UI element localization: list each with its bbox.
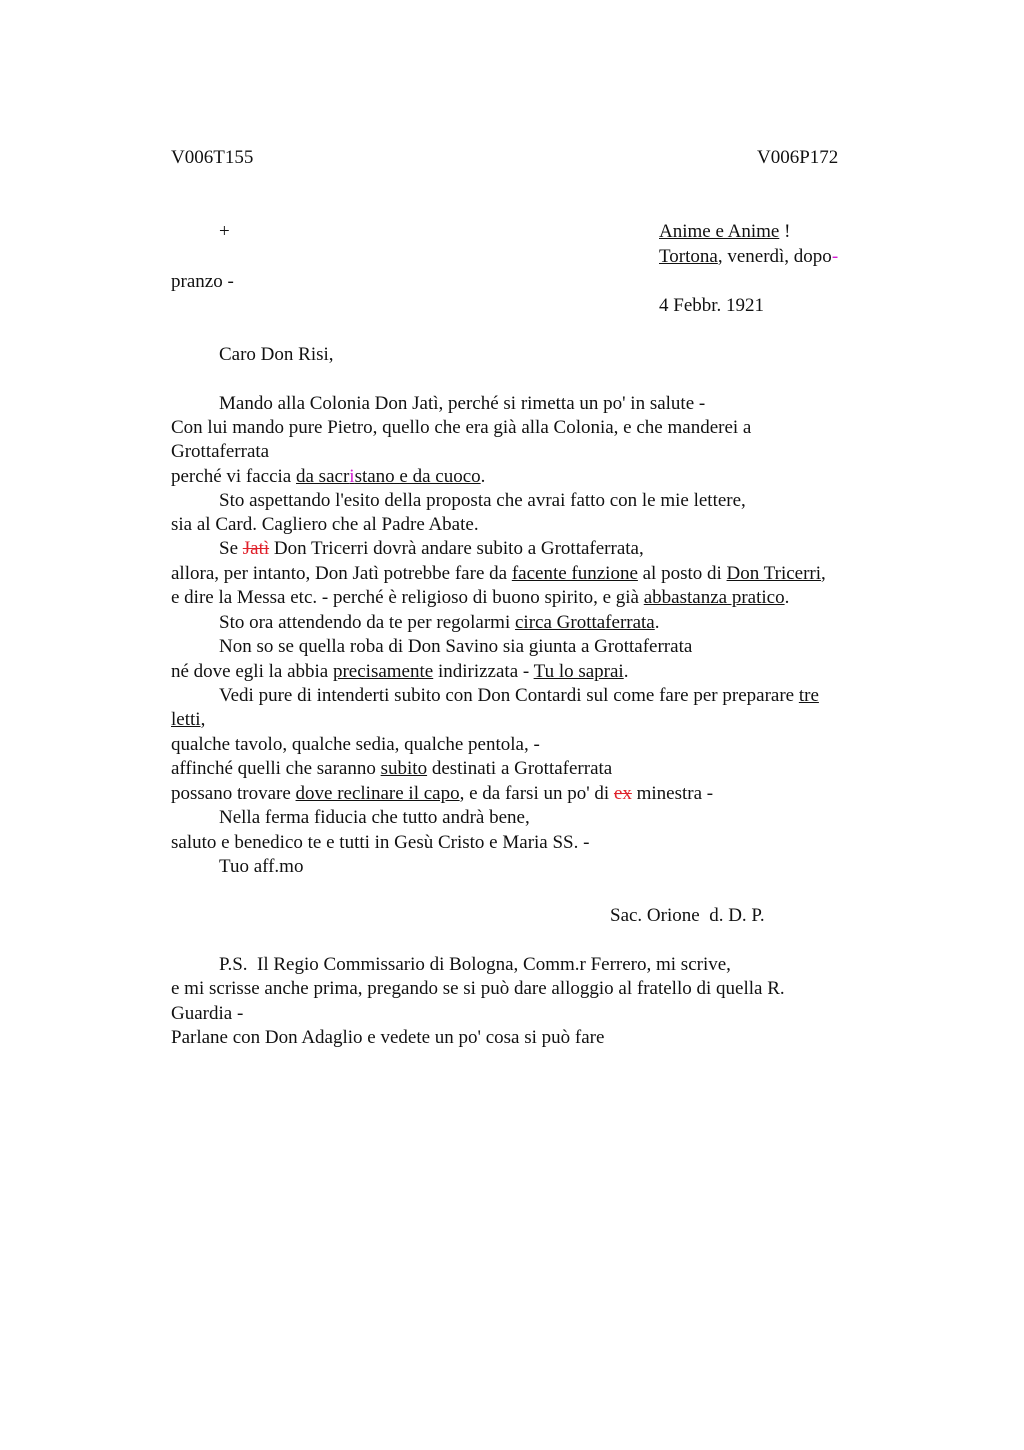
motto: Anime e Anime (659, 221, 780, 242)
deleted-word: Jatì (242, 538, 270, 559)
text-segment: allora, per intanto, Don Jatì potrebbe fare da (171, 563, 512, 584)
text-segment: stano e da cuoco (354, 466, 481, 487)
body-line-7 (219, 537, 644, 561)
body-line-3: Grottaferrata (171, 441, 270, 462)
postscript-line-1: P.S. Il Regio Commissario di Bologna, Comm.r Ferrero, mi scrive, (219, 954, 731, 975)
text-segment: . (654, 612, 660, 633)
document-code-left: V006T155 (171, 147, 254, 168)
text-segment: , (200, 709, 206, 730)
text-segment: e dire la Messa etc. - perché è religioso di buono spirito, e già (171, 587, 644, 608)
text-segment: minestra - (631, 783, 714, 804)
text-segment: indirizzata - (433, 661, 534, 682)
body-line-19: saluto e benedico te e tutti in Gesù Cristo e Maria SS. - (171, 832, 590, 853)
body-line-14 (171, 708, 205, 732)
place: Tortona (659, 246, 718, 267)
underlined-phrase: facente funzione (511, 563, 638, 584)
body-line-18: Nella ferma fiducia che tutto andrà bene, (219, 807, 530, 828)
underlined-phrase: subito (380, 758, 428, 779)
underlined-phrase: Tu lo saprai (533, 661, 624, 682)
inserted-letter: i (349, 466, 355, 487)
underlined-phrase: letti (171, 709, 201, 730)
body-line-4 (171, 465, 485, 489)
motto-punct: ! (779, 221, 791, 242)
text-segment: . (784, 587, 790, 608)
body-line-11: Non so se quella roba di Don Savino sia giunta a Grottaferrata (219, 636, 693, 657)
body-line-2: Con lui mando pure Pietro, quello che era già alla Colonia, e che manderei a (171, 417, 752, 438)
text-segment: Vedi pure di intenderti subito con Don Contardi sul come fare per preparare (219, 685, 799, 706)
motto-line (659, 220, 790, 244)
postscript-line-3: Guardia - (171, 1003, 244, 1024)
place-rest: , venerdì, dopo (717, 246, 832, 267)
document-code-right: V006P172 (757, 147, 839, 168)
body-line-13 (219, 684, 819, 708)
pranzo-line: pranzo - (171, 271, 234, 292)
text-segment: . (623, 661, 629, 682)
body-line-16 (171, 757, 612, 781)
underlined-phrase: abbastanza pratico (643, 587, 785, 608)
letter-date: 4 Febbr. 1921 (659, 295, 765, 316)
text-segment: Don Tricerri dovrà andare subito a Grottaferrata, (269, 538, 644, 559)
body-line-20: Tuo aff.mo (219, 856, 304, 877)
body-line-10 (219, 611, 660, 635)
body-line-9 (171, 586, 789, 610)
text-segment: né dove egli la abbia (171, 661, 333, 682)
text-segment: Sto ora attendendo da te per regolarmi (219, 612, 515, 633)
text-segment: possano trovare (171, 783, 296, 804)
body-line-5: Sto aspettando l'esito della proposta che avrai fatto con le mie lettere, (219, 490, 746, 511)
text-segment: destinati a Grottaferrata (427, 758, 613, 779)
text-segment: affinché quelli che saranno (171, 758, 381, 779)
underlined-phrase: circa Grottaferrata (514, 612, 655, 633)
inserted-hyphen: - (831, 246, 839, 267)
body-line-6: sia al Card. Cagliero che al Padre Abate. (171, 514, 479, 535)
underlined-phrase: precisamente (332, 661, 434, 682)
text-segment: , e da farsi un po' di (459, 783, 614, 804)
text-segment: Se (219, 538, 243, 559)
body-line-17 (171, 782, 713, 806)
postscript-line-4: Parlane con Don Adaglio e vedete un po' cosa si può fare (171, 1027, 605, 1048)
body-line-12 (171, 660, 628, 684)
text-segment: . (480, 466, 486, 487)
body-line-8 (171, 562, 826, 586)
underlined-phrase: tre (798, 685, 819, 706)
underlined-phrase: Don Tricerri (726, 563, 822, 584)
cross-mark: + (219, 221, 230, 242)
salutation: Caro Don Risi, (219, 344, 334, 365)
text-segment: , (821, 563, 826, 584)
underlined-phrase: dove reclinare il capo (295, 783, 460, 804)
text-segment: da sacr (296, 466, 350, 487)
deleted-word: ex (613, 783, 632, 804)
body-line-1: Mando alla Colonia Don Jatì, perché si rimetta un po' in salute - (219, 393, 706, 414)
body-line-15: qualche tavolo, qualche sedia, qualche pentola, - (171, 734, 540, 755)
postscript-line-2: e mi scrisse anche prima, pregando se si può dare alloggio al fratello di quella R. (171, 978, 785, 999)
text-segment: al posto di (637, 563, 727, 584)
signature: Sac. Orione d. D. P. (610, 905, 765, 926)
underlined-phrase (296, 466, 481, 487)
place-line (659, 245, 838, 269)
text-segment: perché vi faccia (171, 466, 296, 487)
